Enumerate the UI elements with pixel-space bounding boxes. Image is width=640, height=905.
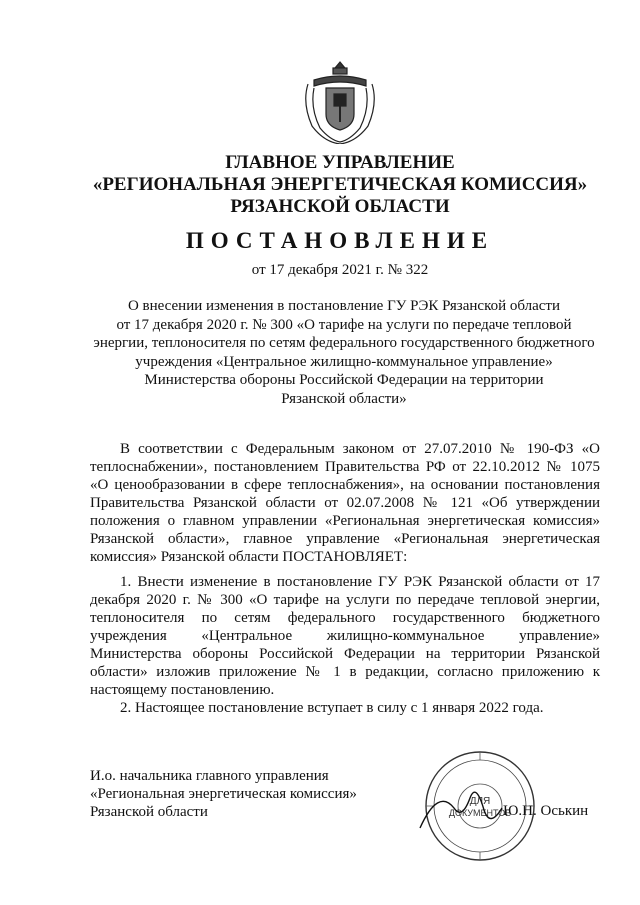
authority-name-line1: ГЛАВНОЕ УПРАВЛЕНИЕ [225, 152, 455, 173]
document-type-title: ПОСТАНОВЛЕНИЕ [185, 228, 495, 253]
subject-line: энергии, теплоносителя по сетям федерального государственного бюджетного [93, 335, 595, 351]
stamp-center-line: ДОКУМЕНТОВ [448, 808, 512, 818]
subject-line: учреждения «Центральное жилищно-коммунальное управление» [135, 353, 553, 370]
preamble-paragraph: В соответствии с Федеральным законом от 27.07.2010 № 190-ФЗ «О теплоснабжении», постановлением Правительства РФ от 22.10.2012 № 1075 «О ценообразовании в сфере теплоснабжения», на основании постановления Правительства Рязанской области от 02.07.2008 № 121 «Об утверждении положения о главном управлении «Региональная энергетическая комиссия» Рязанской области», главное управление «Региональная энергетическая комиссия» Рязанской области ПОСТАНОВЛЯЕТ: [90, 441, 600, 565]
subject-line: Министерства обороны Российской Федерации на территории [144, 372, 544, 388]
signatory-position [90, 767, 357, 821]
resolution-items [90, 573, 600, 717]
signatory-position-line: «Региональная энергетическая комиссия» [90, 786, 357, 802]
coat-of-arms-emblem [300, 58, 380, 144]
resolution-item: 1. Внести изменение в постановление ГУ РЭК Рязанской области от 17 декабря 2020 г. № 300 «О тарифе на услуги по передаче тепловой энергии, теплоносителя по сетям федерального государственного бюджетного учреждения «Центральное жилищно-коммунальное управление» Министерства обороны Российской Федерации на территории Рязанской области» изложив приложение № 1 в редакции, согласно приложению к настоящему постановлению. [90, 574, 600, 698]
signatory-position-line: И.о. начальника главного управления [90, 768, 329, 784]
document-subject [88, 297, 600, 408]
subject-line: от 17 декабря 2020 г. № 300 «О тарифе на услуги по передаче тепловой [116, 316, 572, 333]
subject-line: Рязанской области» [281, 390, 407, 407]
signatory-name: Ю.Н. Оськин [503, 803, 589, 819]
document-date-number: от 17 декабря 2021 г. № 322 [251, 262, 429, 278]
signatory-position-line: Рязанской области [90, 804, 208, 820]
authority-name-line2: «РЕГИОНАЛЬНАЯ ЭНЕРГЕТИЧЕСКАЯ КОМИССИЯ» [92, 174, 588, 195]
authority-name-line3: РЯЗАНСКОЙ ОБЛАСТИ [230, 196, 450, 217]
subject-line: О внесении изменения в постановление ГУ РЭК Рязанской области [127, 298, 561, 314]
stamp-center-line: ДЛЯ [469, 796, 491, 807]
preamble-block [90, 440, 600, 566]
resolution-item: 2. Настоящее постановление вступает в силу с 1 января 2022 года. [120, 700, 544, 716]
